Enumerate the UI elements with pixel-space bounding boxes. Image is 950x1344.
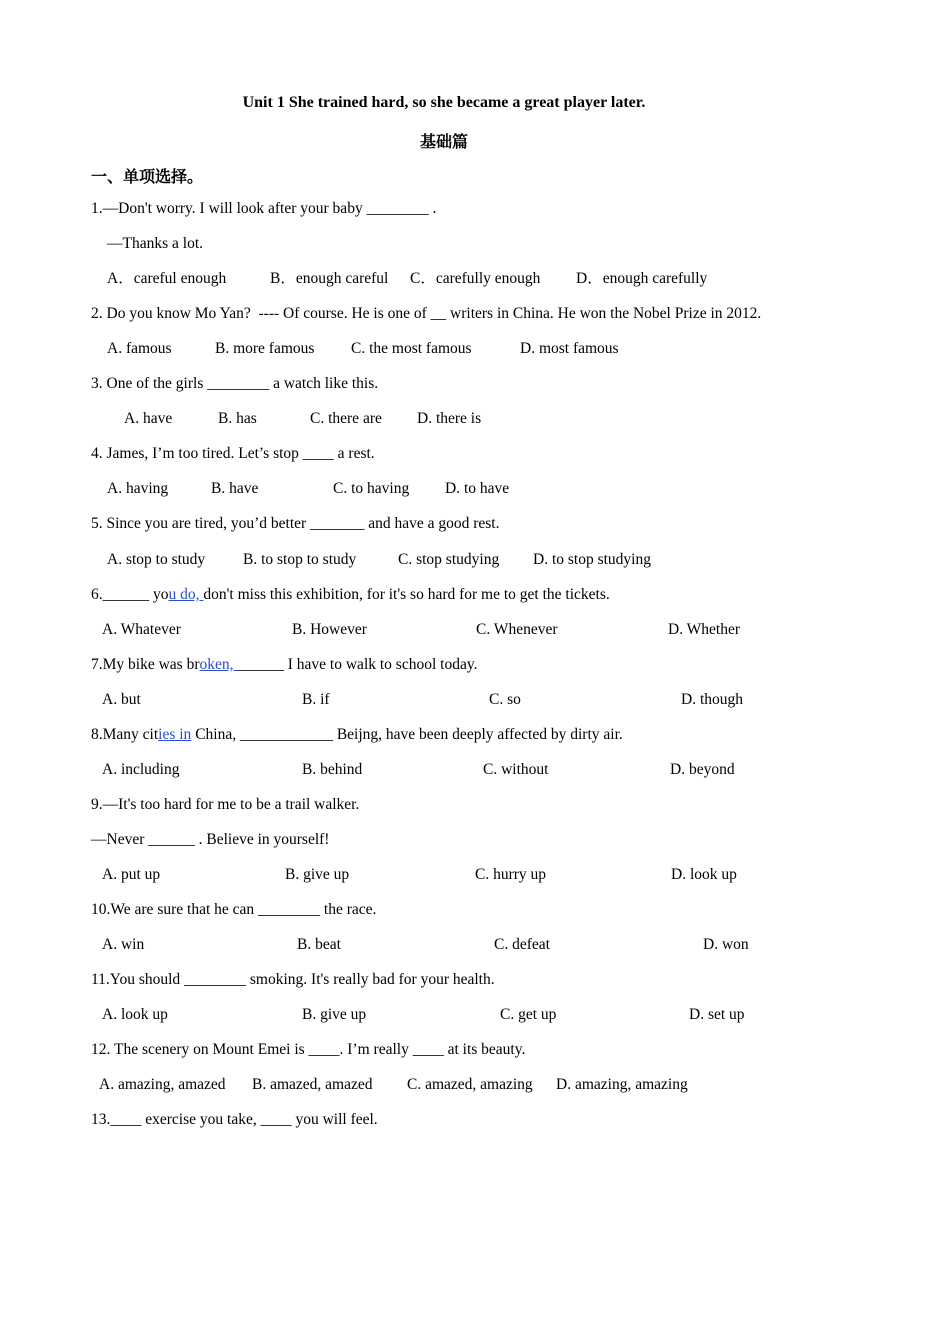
option-d: D. won: [703, 936, 749, 953]
option-a: A. have: [124, 410, 173, 427]
option-b: B. have: [211, 480, 259, 497]
option-c: C．carefully enough: [410, 270, 541, 287]
option-d: D. set up: [689, 1006, 745, 1023]
section-heading: 一、单项选择。: [91, 167, 204, 186]
option-c: C. amazed, amazing: [407, 1076, 533, 1093]
option-b: B. give up: [285, 866, 350, 883]
option-a: A. look up: [102, 1006, 168, 1023]
stem-text: don't miss this exhibition, for it's so hard for me to get the tickets.: [203, 586, 610, 603]
option-d: D. beyond: [670, 761, 735, 778]
question-stem: 9.—It's too hard for me to be a trail walker.: [91, 796, 360, 813]
question-reply: —Thanks a lot.: [107, 235, 203, 252]
stem-link[interactable]: oken,: [199, 656, 238, 673]
question-stem: 4. James, I’m too tired. Let’s stop ____ a rest.: [91, 445, 375, 462]
stem-text: 6.______ yo: [91, 586, 169, 603]
question-stem: 2. Do you know Mo Yan? ---- Of course. He is one of __ writers in China. He won the Nobel Prize in 2012.: [91, 305, 762, 322]
question-stem: [91, 655, 477, 675]
option-a: A. put up: [102, 866, 161, 883]
option-d: D. most famous: [520, 340, 619, 357]
question-stem: 3. One of the girls ________ a watch like this.: [91, 375, 379, 392]
option-a: A. stop to study: [107, 551, 206, 568]
option-d: D. there is: [417, 410, 482, 427]
option-d: D. Whether: [668, 621, 741, 638]
option-b: B．enough careful: [270, 270, 389, 287]
option-c: C. without: [483, 761, 549, 778]
page-title: Unit 1 She trained hard, so she became a great player later.: [242, 94, 646, 111]
option-c: C. Whenever: [476, 621, 558, 638]
question-stem: 13.____ exercise you take, ____ you will feel.: [91, 1111, 378, 1128]
option-b: B. amazed, amazed: [252, 1076, 373, 1093]
page-subtitle: 基础篇: [419, 132, 468, 151]
option-d: D. look up: [671, 866, 737, 883]
stem-link[interactable]: ies in: [158, 726, 192, 743]
question-stem: [91, 585, 610, 605]
option-d: D. though: [681, 691, 743, 708]
option-b: B. give up: [302, 1006, 367, 1023]
stem-text: 8.Many cit: [91, 726, 159, 743]
option-b: B. if: [302, 691, 330, 708]
option-d: D. to have: [445, 480, 510, 497]
question-stem: [91, 725, 623, 745]
stem-text: 7.My bike was br: [91, 656, 200, 673]
option-a: A. famous: [107, 340, 172, 357]
question-stem: 12. The scenery on Mount Emei is ____. I’m really ____ at its beauty.: [91, 1041, 526, 1058]
option-d: D．enough carefully: [576, 270, 708, 287]
option-a: A．careful enough: [107, 270, 227, 287]
option-a: A. including: [102, 761, 180, 778]
option-a: A. but: [102, 691, 141, 708]
option-c: C. there are: [310, 410, 382, 427]
option-c: C. stop studying: [398, 551, 500, 568]
question-stem: 11.You should ________ smoking. It's really bad for your health.: [91, 971, 495, 988]
option-c: C. hurry up: [475, 866, 547, 883]
option-c: C. defeat: [494, 936, 550, 953]
option-b: B. behind: [302, 761, 363, 778]
option-a: A. win: [102, 936, 145, 953]
option-b: B. beat: [297, 936, 341, 953]
question-reply: —Never ______ . Believe in yourself!: [91, 831, 330, 848]
option-a: A. having: [107, 480, 169, 497]
stem-link[interactable]: u do,: [168, 586, 204, 603]
option-b: B. has: [218, 410, 257, 427]
option-c: C. get up: [500, 1006, 557, 1023]
question-stem: 1.—Don't worry. I will look after your baby ________ .: [91, 200, 437, 217]
option-c: C. the most famous: [351, 340, 472, 357]
option-d: D. to stop studying: [533, 551, 651, 568]
option-c: C. so: [489, 691, 521, 708]
stem-text: ______ I have to walk to school today.: [237, 656, 478, 673]
question-stem: 10.We are sure that he can ________ the race.: [91, 901, 377, 918]
stem-text: China, ____________ Beijng, have been deeply affected by dirty air.: [191, 726, 623, 743]
option-b: B. However: [292, 621, 367, 638]
option-b: B. to stop to study: [243, 551, 357, 568]
option-a: A. Whatever: [102, 621, 181, 638]
option-a: A. amazing, amazed: [99, 1076, 226, 1093]
option-d: D. amazing, amazing: [556, 1076, 688, 1093]
option-c: C. to having: [333, 480, 410, 497]
question-stem: 5. Since you are tired, you’d better _______ and have a good rest.: [91, 515, 500, 532]
option-b: B. more famous: [215, 340, 315, 357]
